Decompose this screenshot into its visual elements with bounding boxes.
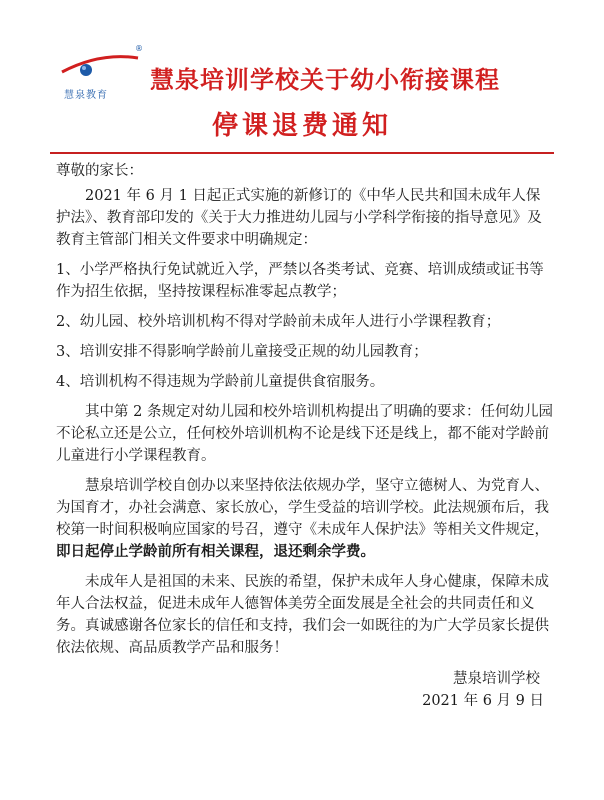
signature-org: 慧泉培训学校 <box>453 671 540 687</box>
paragraph-4: 未成年人是祖国的未来、民族的希望，保护未成年人身心健康，保障未成年人合法权益，促进未成年人德智体美劳全面发展是全社会的共同责任和义务。真诚感谢各位家长的信任和支持，我们会一如既往的为广大学员家长提供依法依规、高品质教学产品和服务！ <box>56 574 549 656</box>
paragraph-3 <box>56 475 554 563</box>
greeting: 尊敬的家长： <box>56 163 143 179</box>
rule-item-1: 1、小学严格执行免试就近入学，严禁以各类考试、竞赛、培训成绩或证书等作为招生依据，坚持按课程标准零起点教学； <box>56 262 544 300</box>
rule-item-4: 4、培训机构不得违规为学龄前儿童提供食宿服务。 <box>56 374 385 390</box>
title-line-1: 慧泉培训学校关于幼小衔接课程 <box>150 66 500 94</box>
rule-item-3: 3、培训安排不得影响学龄前儿童接受正规的幼儿园教育； <box>56 344 428 360</box>
signature-date: 2021 年 6 月 9 日 <box>422 693 544 709</box>
registered-mark-icon: ® <box>135 44 143 53</box>
paragraph-3-text: 慧泉培训学校自创办以来坚持依法依规办学，坚守立德树人、为党育人、为国育才，办社会满意、家长放心，学生受益的培训学校。此法规颁布后，我校第一时间积极响应国家的号召，遵守《未成年人保护法》等相关文件规定， <box>56 478 549 538</box>
header-divider <box>50 152 554 154</box>
logo-swoosh-icon <box>60 50 148 90</box>
logo <box>60 50 148 100</box>
logo-text: 慧泉教育 <box>64 90 108 101</box>
paragraph-2: 其中第 2 条规定对幼儿园和校外培训机构提出了明确的要求：任何幼儿园不论私立还是公立，任何校外培训机构不论是线下还是线上，都不能对学龄前儿童进行小学课程教育。 <box>56 404 553 464</box>
notice-header <box>0 0 604 145</box>
title-line-2: 停课退费通知 <box>211 111 392 141</box>
signature-block <box>0 668 554 712</box>
rule-item-2: 2、幼儿园、校外培训机构不得对学龄前未成年人进行小学课程教育； <box>56 314 501 330</box>
paragraph-3-emphasis: 即日起停止学龄前所有相关课程，退还剩余学费。 <box>56 544 375 560</box>
notice-body <box>56 160 554 659</box>
intro-paragraph: 2021 年 6 月 1 日起正式实施的新修订的《中华人民共和国未成年人保护法》、教育部印发的《关于大力推进幼儿园与小学科学衔接的指导意见》及教育主管部门相关文件要求中明确规定： <box>56 188 542 248</box>
